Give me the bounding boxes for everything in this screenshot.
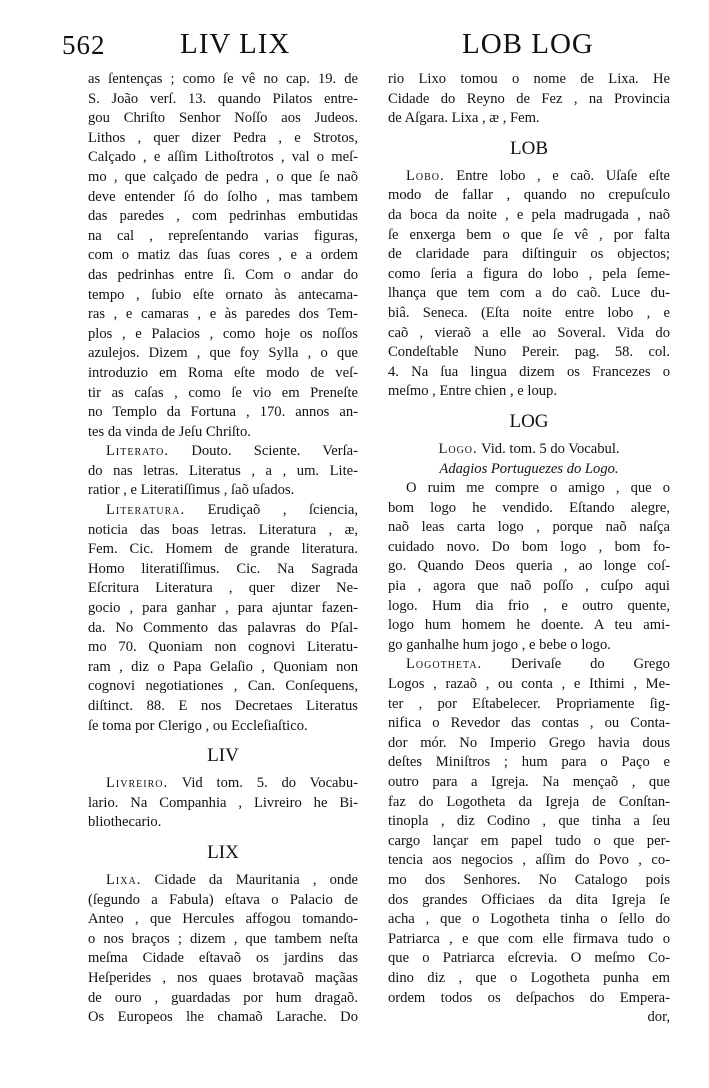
headword: Lobo.	[406, 167, 445, 184]
text-line: caõ , vieraõ a elle ao Soveral. Vida do	[388, 324, 670, 341]
text-line: (ſegundo a Fabula) eſtava o Palacio de	[88, 891, 358, 908]
subheading	[388, 460, 670, 480]
text-line: Os Europeos lhe chamaõ Larache. Do	[88, 1009, 358, 1026]
text-line: mo dos Senhores. No Catalogo pois	[388, 871, 670, 888]
text-line: gou Chriſto Senhor Noſſo aos Judeos.	[88, 110, 358, 127]
entry-lixa	[88, 871, 358, 1028]
text-line: logo hum homem he doente. A teu ami-	[388, 617, 670, 634]
continuation-text	[88, 70, 358, 442]
text-line: o nos braços ; dizem , que tambem neſta	[88, 930, 358, 947]
text-line: tinopla , diz Codino , que tinha a ſeu	[388, 813, 670, 830]
text-line: mo 70. Quoniam non cognovi Literatu-	[88, 639, 358, 656]
text-line: lhança que tem com a do caõ. Luce du-	[388, 285, 670, 302]
text-line: ter , por Eſtabelecer. Propriamente ſig-	[388, 695, 670, 712]
text-line: ras , e camaras , e às paredes dos Tem-	[88, 306, 358, 323]
text-line: 4. Na ſua lingua dizem os Francezes o	[388, 363, 670, 380]
text-line: introduzio em Roma eſte modo de veſ-	[88, 364, 358, 381]
text-line: da. No Commento das palavras do Pſal-	[88, 619, 358, 636]
text-line: mo , que calçado de pedra , o que ſe naõ	[88, 168, 358, 185]
text-line: Douto. Sciente. Verſa-	[191, 443, 358, 460]
text-line: modo de fallar , quando no crepuſculo	[388, 187, 670, 204]
text-line: de ouro , guardadas por hum dragaõ.	[88, 989, 358, 1006]
section-heading-liv: LIV	[207, 745, 239, 767]
text-line: ratior , e Literatiſſimus , ſaõ uſados.	[88, 482, 295, 499]
text-line: cuidado novo. Do bom logo , bom fo-	[388, 538, 670, 555]
headword: Livreiro.	[106, 775, 169, 792]
text-line: tes da vinda de Jeſu Chriſto.	[88, 423, 251, 440]
text-line: da boca da noite , e pela madrugada , naõ	[388, 206, 670, 223]
section-heading-lob: LOB	[510, 137, 548, 159]
text-line: Anteo , que Hercules affogou tomando-	[88, 911, 358, 928]
text-line: de claridade para diſtinguir os objectos;	[388, 246, 670, 263]
text-line: pia , agora que naõ poſſo , cuſpo aqui	[388, 578, 670, 595]
entry-logo	[388, 440, 670, 656]
text-line: que o Patriarca eſcrevia. O meſmo Co-	[388, 950, 670, 967]
text-line: no Templo da Fortuna , 170. annos an-	[88, 404, 358, 421]
text-line: como ſeria a figura do lobo , pela ſeme-	[388, 265, 670, 282]
text-line: lario. Na Companhia , Livreiro he Bi-	[88, 794, 358, 811]
text-line: outro para a Igreja. Na mençaõ , que	[388, 774, 670, 790]
entry-literatura	[88, 501, 358, 736]
right-column	[388, 70, 670, 1028]
text-line: dino diz , que o Logotheta punha em	[388, 969, 670, 986]
text-line: Patriarca , e que com elle firmava tudo o	[388, 930, 670, 947]
headword: Literato.	[106, 443, 170, 460]
text-line: bliothecario.	[88, 814, 162, 831]
text-line: Entre lobo , e caõ. Uſaſe eſte	[456, 167, 670, 184]
running-head-left: LIV LIX	[180, 28, 291, 60]
text-line: Condeſtable Nuno Pereir. pag. 58. col.	[388, 344, 670, 361]
text-line: ram , diz o Papa Gelaſio , Quoniam non	[88, 658, 358, 675]
continuation-text	[388, 70, 670, 129]
text-line: go. Quando Deos queria , ao longe coſ-	[388, 558, 670, 575]
text-line: com o matiz das ſuas cores , e a ordem	[88, 247, 358, 264]
section-heading-log: LOG	[509, 410, 549, 432]
text-line: ordem todos os deſpachos do Empera-	[388, 989, 670, 1006]
text-line: Heſperides , nos quaes brotavaõ maçãas	[88, 969, 358, 986]
headword: Lixa.	[106, 871, 142, 888]
text-line: tempo , ſubio eſte ornato às antecama-	[88, 286, 358, 303]
text-line: dor,	[647, 1009, 670, 1026]
text-line: plos , e Palacios , como hoje os noſſos	[88, 325, 358, 342]
text-line: Vid tom. 5. do Vocabu-	[181, 775, 358, 792]
text-line: dos grandes Officiaes da dita Igreja ſe	[388, 891, 670, 908]
text-line: na cal , repreſentando varias figuras,	[88, 227, 358, 244]
text-line: cognovi negotiationes , Can. Conſequens,	[88, 678, 358, 695]
text-line: biâ. Seneca. (Eſta noite entre lobo , e	[388, 304, 670, 321]
left-column	[88, 70, 358, 1028]
text-line: S. João verſ. 13. quando Pilatos entre-	[88, 90, 358, 107]
text-line: ſe enxerga bem o que ſe vê , por falta	[388, 226, 670, 243]
entry-literato	[88, 442, 358, 501]
headword: Logotheta.	[406, 656, 483, 673]
section-heading-lix: LIX	[207, 841, 239, 863]
text-line: O ruim me compre o amigo , que o	[406, 480, 670, 497]
text-line: bom logo he vendido. Eſtando alegre,	[388, 499, 670, 516]
text-line: as ſentenças ; como ſe vê no cap. 19. de	[88, 71, 358, 87]
text-line: deve entender ſó do ſolho , mas tambem	[88, 188, 358, 205]
text-line: Eſcritura Literatura , quer dizer Ne-	[88, 580, 358, 597]
text-line: Erudiçaõ , ſciencia,	[207, 502, 358, 519]
text-line: noticia das boas letras. Literatura , æ,	[88, 521, 358, 538]
text-line: logo. Hum dia frio , e outro quente,	[388, 597, 670, 614]
text-line: Derivaſe do Grego	[511, 656, 670, 673]
headword: Literatura.	[106, 502, 186, 519]
text-line: Fem. Cic. Homem de grande literatura.	[88, 541, 358, 558]
subheading-text: Adagios Portuguezes do Logo.	[439, 460, 619, 477]
text-line: Cidade do Reyno de Fez , na Provincia	[388, 90, 670, 107]
text-line: rio Lixo tomou o nome de Lixa. He	[388, 71, 670, 87]
running-head-right: LOB LOG	[462, 28, 594, 60]
text-line: nifica o Revedor das contas , ou Conta-	[388, 715, 670, 732]
headword: Logo.	[438, 440, 478, 457]
entry-livreiro	[88, 774, 358, 833]
text-line: de Aſgara. Lixa , æ , Fem.	[388, 110, 540, 127]
text-line: cargo lançar em papel tudo o que per-	[388, 832, 670, 849]
text-line: ſe toma por Clerigo , ou Eccleſiaſtico.	[88, 717, 308, 734]
text-line: dor mór. No Imperio Grego havia dous	[388, 734, 670, 751]
text-line: deſtes Miniſtros ; hum para o Paço e	[388, 754, 670, 771]
text-line: Calçado , e aſſim Lithoſtrotos , val o meſ-	[88, 149, 358, 166]
text-line: Lithos , quer dizer Pedra , e Strotos,	[88, 129, 358, 146]
text-line: Logos , razaõ , ou conta , e Ithimi , Me-	[388, 676, 670, 693]
text-line: go ganhalhe hum jogo , e bebe o logo.	[388, 636, 611, 653]
text-line: acha , que o Logotheta tinha o ſello do	[388, 911, 670, 928]
text-line: faz do Logotheta da Igreja de Conſtan-	[388, 793, 670, 810]
page-header	[62, 28, 674, 68]
text-line: das paredes , com pedrinhas embutidas	[88, 208, 358, 225]
text-line: Vid. tom. 5 do Vocabul.	[481, 440, 620, 457]
text-line: azulejos. Dizem , que foy Sylla , o que	[88, 345, 358, 362]
text-line: meſmo , Entre chien , e loup.	[388, 383, 557, 400]
text-line: Homo literatiſſimus. Cic. Na Sagrada	[88, 560, 358, 577]
text-line: das pedrinhas entre ſi. Com o andar do	[88, 266, 358, 283]
text-line: do nas letras. Literatus , a , um. Lite-	[88, 462, 358, 479]
text-line: naõ leas carta logo , porque naõ naſça	[388, 519, 670, 536]
text-line: gocio , para ganhar , para ajuntar fazen-	[88, 600, 358, 617]
entry-lobo	[388, 167, 670, 402]
text-line: tir as caſas , como ſe vio em Preneſte	[88, 384, 358, 401]
text-line: meſma Cidade eſtavaõ os jardins das	[88, 950, 358, 967]
text-line: diſtinct. 88. E nos Decretaes Literatus	[88, 698, 358, 714]
entry-logotheta	[388, 655, 670, 1027]
text-line: Cidade da Mauritania , onde	[154, 871, 359, 888]
page-number: 562	[62, 30, 106, 60]
text-line: tencia aos negocios , aſſim do Povo , co-	[388, 852, 670, 869]
